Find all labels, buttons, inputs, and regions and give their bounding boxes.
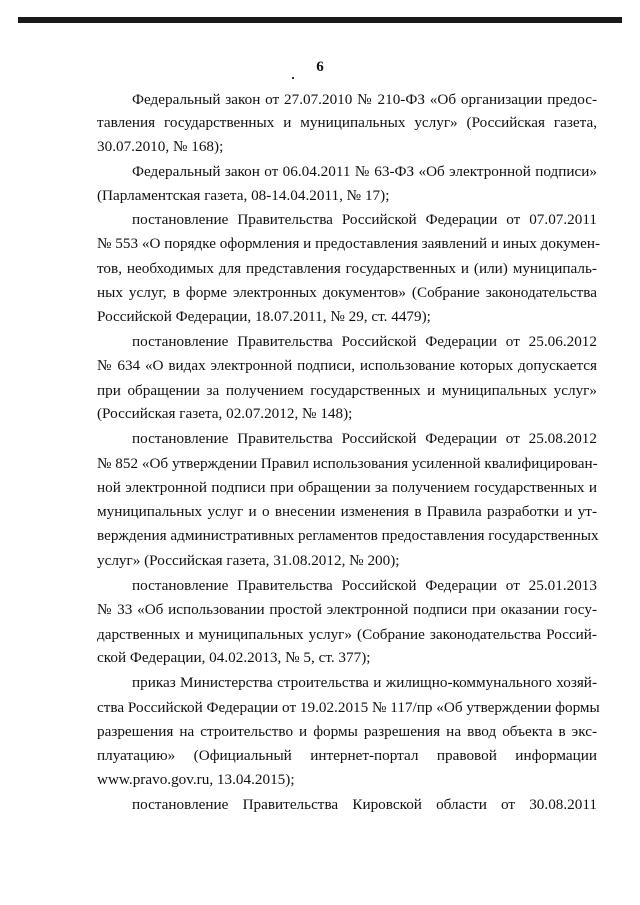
text-line: Российской Федерации, 18.07.2011, № 29, ст. 4479);	[97, 308, 431, 325]
text-line: дарственных и муниципальных услуг» (Собрание законодательства Россий-	[97, 626, 597, 643]
text-line: разрешения на строительство и формы разрешения на ввод объекта в экс-	[97, 723, 597, 740]
text-line: муниципальных услуг и о внесении изменения в Правила разработки и ут-	[97, 503, 597, 520]
text-line: www.pravo.gov.ru, 13.04.2015);	[97, 771, 295, 788]
text-line: (Российская газета, 02.07.2012, № 148);	[97, 405, 353, 422]
text-line: ных услуг, в форме электронных документов» (Собрание законодательства	[97, 284, 597, 301]
text-line: ской Федерации, 04.02.2013, № 5, ст. 377);	[97, 649, 371, 666]
text-line: постановление Правительства Российской Федерации от 25.06.2012	[132, 333, 597, 350]
text-line: ной электронной подписи при обращении за получением государственных и	[97, 479, 597, 496]
text-line: Федеральный закон от 06.04.2011 № 63-ФЗ «Об электронной подписи»	[132, 163, 597, 180]
text-line: плуатацию» (Официальный интернет-портал правовой информации	[97, 747, 597, 764]
text-line: Федеральный закон от 27.07.2010 № 210-ФЗ «Об организации предос-	[132, 91, 597, 108]
scan-speck	[292, 77, 294, 79]
text-line: № 553 «О порядке оформления и предоставления заявлений и иных докумен-	[97, 235, 601, 252]
text-line: постановление Правительства Российской Федерации от 25.01.2013	[132, 577, 597, 594]
text-line: ства Российской Федерации от 19.02.2015 № 117/пр «Об утверждении формы	[97, 699, 600, 716]
text-line: тавления государственных и муниципальных услуг» (Российская газета,	[97, 114, 597, 131]
text-line: постановление Правительства Кировской области от 30.08.2011	[132, 796, 597, 813]
text-line: постановление Правительства Российской Федерации от 25.08.2012	[132, 430, 597, 447]
page-number: 6	[316, 59, 324, 75]
text-line: № 33 «Об использовании простой электронной подписи при оказании госу-	[97, 601, 597, 618]
text-line: при обращении за получением государственных и муниципальных услуг»	[97, 382, 597, 399]
top-rule	[18, 17, 622, 23]
text-line: приказ Министерства строительства и жилищно-коммунального хозяй-	[132, 674, 597, 691]
text-line: (Парламентская газета, 08-14.04.2011, № 17);	[97, 187, 390, 204]
text-line: № 852 «Об утверждении Правил использования усиленной квалифицирован-	[97, 455, 598, 472]
text-line: услуг» (Российская газета, 31.08.2012, № 200);	[97, 552, 400, 569]
text-line: 30.07.2010, № 168);	[97, 138, 224, 155]
text-line: верждения административных регламентов предоставления государственных	[97, 527, 599, 544]
text-line: № 634 «О видах электронной подписи, использование которых допускается	[97, 357, 597, 374]
text-line: постановление Правительства Российской Федерации от 07.07.2011	[132, 211, 597, 228]
text-line: тов, необходимых для представления государственных и (или) муниципаль-	[97, 260, 597, 277]
